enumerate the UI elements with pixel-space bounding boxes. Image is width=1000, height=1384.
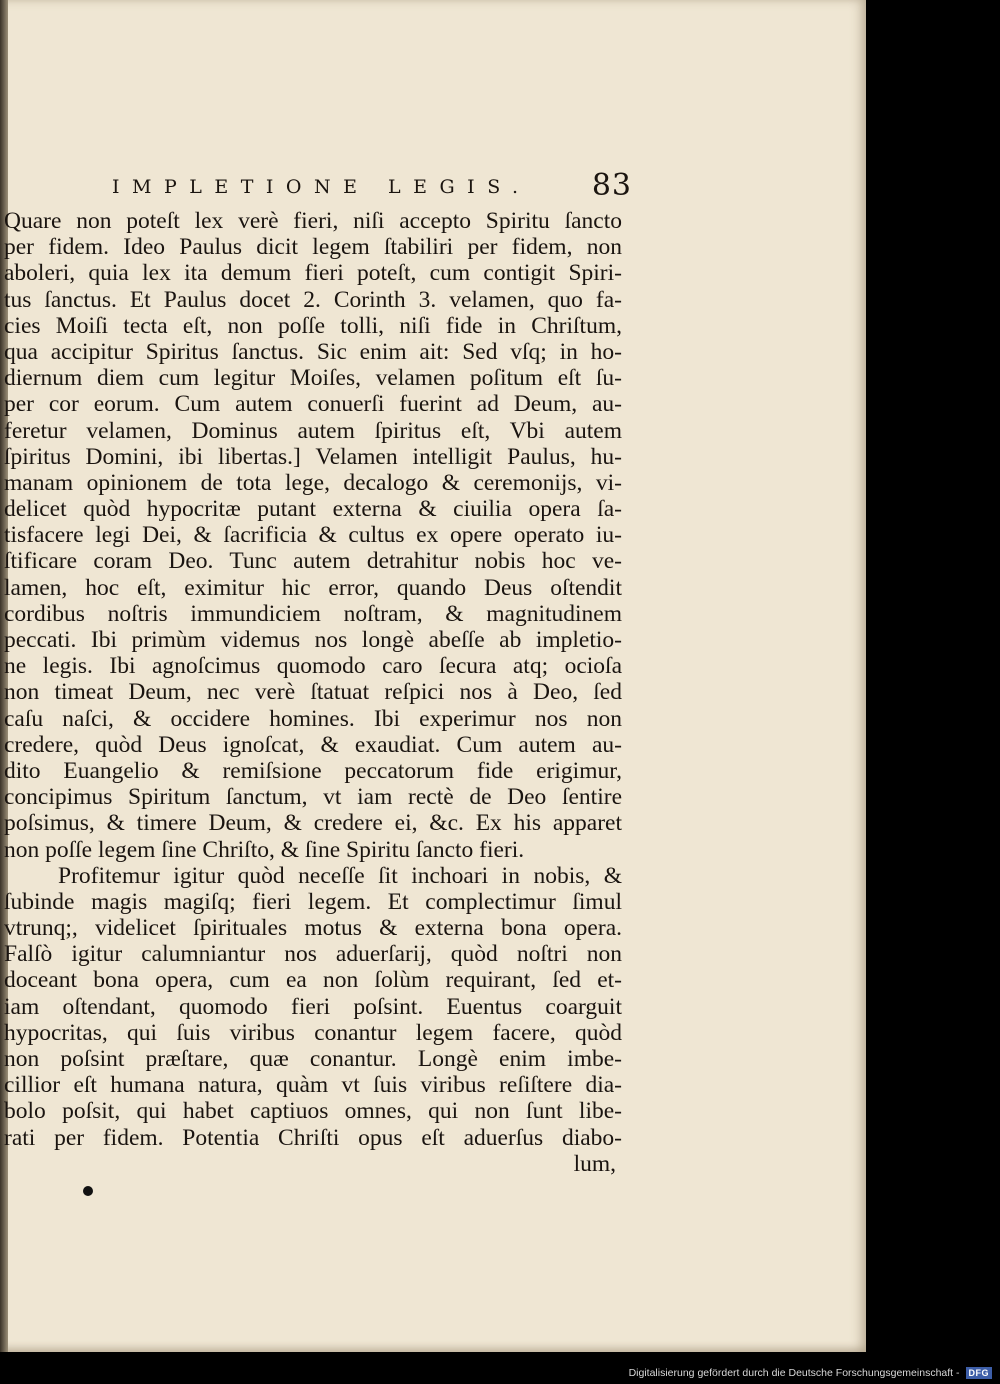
text-line: Falſò igitur calumniantur nos aduerſarij, quòd noſtri non (4, 941, 622, 968)
text-line: delicet quòd hypocritæ putant externa & ciuilia opera ſa- (4, 496, 622, 523)
page-number: 83 (591, 168, 632, 203)
text-line: hypocritas, qui ſuis viribus conantur legem facere, quòd (4, 1019, 622, 1046)
footer-text: Digitalisierung gefördert durch die Deutsche Forschungsgemeinschaft - (628, 1367, 960, 1379)
text-line: ne legis. Ibi agnoſcimus quomodo caro ſecura atq; ocioſa (4, 653, 622, 680)
text-line: doceant bona opera, cum ea non ſolùm requirant, ſed et- (4, 967, 622, 994)
catchword: lum, (573, 1150, 616, 1177)
text-line: vtrunq;, videlicet ſpirituales motus & externa bona opera. (4, 915, 622, 942)
text-line: diernum diem cum legitur Moiſes, velamen poſitum eſt ſu- (4, 365, 622, 392)
text-line: iam oſtendant, quomodo fieri poſsint. Euentus coarguit (4, 993, 622, 1020)
text-line: concipimus Spiritum ſanctum, vt iam rectè de Deo ſentire (4, 784, 622, 811)
text-line: rati per fidem. Potentia Chriſti opus eſt aduerſus diabo- (4, 1124, 622, 1151)
text-line: ſubinde magis magiſq; fieri legem. Et complectimur ſimul (4, 888, 622, 915)
text-line: ſtificare coram Deo. Tunc autem detrahitur nobis hoc ve- (4, 548, 622, 575)
text-line: cordibus noſtris immundiciem noſtram, & magnitudinem (4, 600, 622, 627)
text-line: caſu naſci, & occidere homines. Ibi experimur nos non (4, 705, 622, 732)
text-line: per fidem. Ideo Paulus dicit legem ſtabiliri per fidem, non (4, 234, 622, 261)
dfg-logo: DFG (966, 1367, 993, 1379)
text-line: qua accipitur Spiritus ſanctus. Sic enim ait: Sed vſq; in ho- (4, 338, 622, 365)
text-line: non poſſe legem ſine Chriſto, & ſine Spiritu ſancto fieri. (4, 836, 525, 863)
text-line: aboleri, quia lex ita demum fieri poteſt, cum contigit Spiri- (4, 260, 622, 287)
text-line: cillior eſt humana natura, quàm vt ſuis viribus reſiſtere dia- (4, 1072, 622, 1099)
text-line: lamen, hoc eſt, eximitur hic error, quando Deus oſtendit (4, 574, 622, 601)
text-line: tisfacere legi Dei, & ſacrificia & cultus ex opere operato iu- (4, 522, 622, 549)
text-line: cies Moiſi tecta eſt, non poſſe tolli, niſi fide in Chriſtum, (4, 312, 622, 339)
text-line: Quare non poteſt lex verè fieri, niſi accepto Spiritu ſancto (4, 208, 622, 234)
text-line-paragraph-start: Profitemur igitur quòd neceſſe ſit inchoari in nobis, & (58, 862, 622, 889)
text-line: peccati. Ibi primùm videmus nos longè abeſſe ab impletio- (4, 627, 622, 653)
running-head (112, 168, 632, 208)
text-line: non timeat Deum, nec verè ſtatuat reſpici nos à Deo, ſed (4, 679, 622, 706)
ink-dot (83, 1186, 93, 1196)
text-line: manam opinionem de tota lege, decalogo & ceremonijs, vi- (4, 469, 622, 496)
text-line: dito Euangelio & remiſsione peccatorum fide erigimur, (4, 757, 622, 784)
text-line: ſpiritus Domini, ibi libertas.] Velamen intelligit Paulus, hu- (4, 443, 622, 470)
footer-credit (629, 1366, 992, 1380)
text-line: credere, quòd Deus ignoſcat, & exaudiat. Cum autem au- (4, 731, 622, 758)
text-line: poſsimus, & timere Deum, & credere ei, &c. Ex his apparet (4, 810, 622, 837)
text-line: non poſsint præſtare, quæ conantur. Longè enim imbe- (4, 1046, 622, 1072)
text-line: feretur velamen, Dominus autem ſpiritus eſt, Vbi autem (4, 417, 622, 444)
body-text (4, 208, 622, 1177)
running-head-title: IMPLETIONE LEGIS. (112, 176, 531, 198)
text-line: bolo poſsit, qui habet captiuos omnes, qui non ſunt libe- (4, 1098, 622, 1125)
text-line: per cor eorum. Cum autem conuerſi fuerint ad Deum, au- (4, 391, 622, 418)
text-line: tus ſanctus. Et Paulus docet 2. Corinth 3. velamen, quo fa- (4, 286, 622, 313)
